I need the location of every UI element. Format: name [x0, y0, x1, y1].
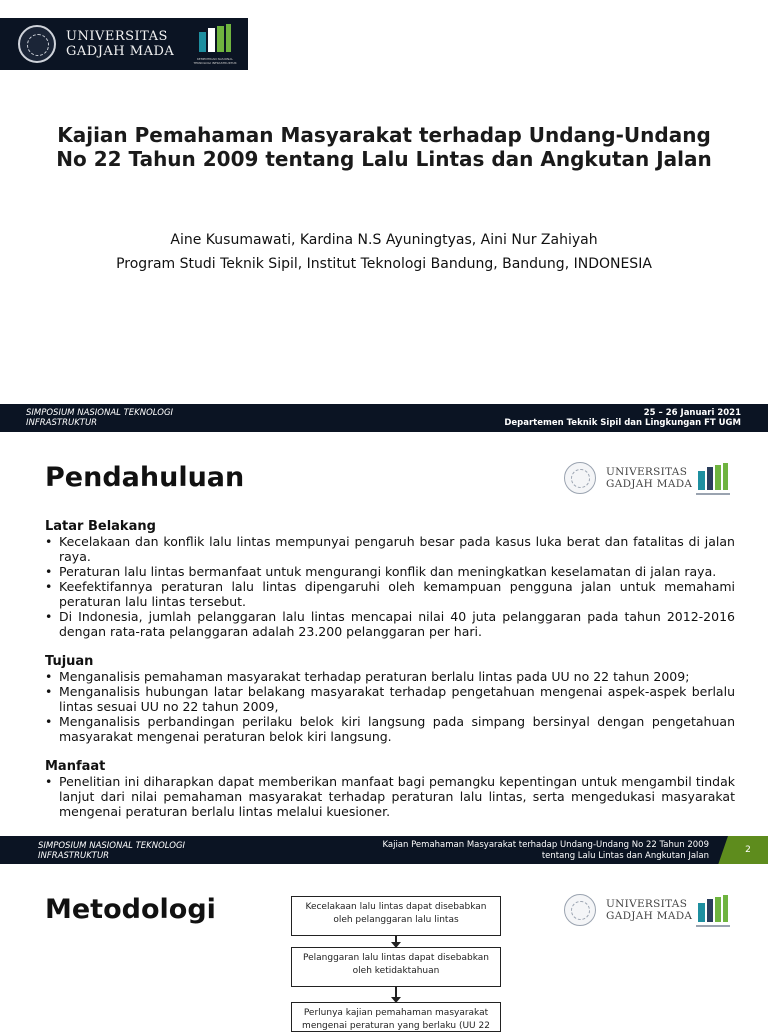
footer-event-name: SIMPOSIUM NASIONAL TEKNOLOGI INFRASTRUKTUR	[26, 408, 174, 428]
bullet-list	[45, 669, 735, 744]
slide-heading: Metodologi	[45, 894, 216, 925]
flow-arrow-icon	[395, 987, 397, 1001]
slide-title	[0, 0, 768, 432]
footer-department: Departemen Teknik Sipil dan Lingkungan FT UGM	[504, 418, 741, 428]
section-heading: Manfaat	[45, 759, 106, 774]
logo-line-1: UNIVERSITAS	[606, 898, 688, 910]
logo-line-2: GADJAH MADA	[606, 910, 693, 922]
ugm-logo-text	[66, 29, 174, 59]
ugm-seal-icon	[18, 25, 56, 63]
list-item: • Keefektifannya peraturan lalu lintas dipengaruhi oleh kemampuan pengguna jalan untuk memahami peraturan lalu lintas tersebut.	[45, 579, 735, 609]
slide-metodologi	[0, 864, 768, 1031]
footer-paper-title: Kajian Pemahaman Masyarakat terhadap Undang-Undang No 22 Tahun 2009 tentang Lalu Lintas dan Angkutan Jalan	[382, 840, 709, 861]
list-item: • Menganalisis pemahaman masyarakat terhadap peraturan berlalu lintas pada UU no 22 tahun 2009;	[45, 669, 735, 684]
footer-event-name: SIMPOSIUM NASIONAL TEKNOLOGI INFRASTRUKTUR	[38, 841, 186, 861]
list-item: • Kecelakaan dan konflik lalu lintas mempunyai pengaruh besar pada kasus luka berat dan fatalitas di jalan raya.	[45, 534, 735, 564]
section-latar-belakang	[45, 519, 735, 639]
ugm-seal-icon	[564, 894, 596, 926]
flow-step-1: Kecelakaan lalu lintas dapat disebabkan oleh pelanggaran lalu lintas	[291, 896, 501, 936]
list-item: • Penelitian ini diharapkan dapat memberikan manfaat bagi pemangku kepentingan untuk mengambil tindak lanjut dari nilai pemahaman masyarakat terhadap peraturan lalu lintas, serta mengedukasi masyarakat mengenai peraturan berlalu lintas melalui kuesioner.	[45, 774, 735, 819]
ugm-logo-text	[606, 898, 692, 922]
list-item: • Menganalisis perbandingan perilaku belok kiri langsung pada simpang bersinyal dengan pengetahuan masyarakat mengenai peraturan belok kiri langsung.	[45, 714, 735, 744]
header-logo	[564, 462, 734, 498]
page-number: 2	[728, 836, 768, 865]
ugm-seal-icon	[564, 462, 596, 494]
logo-line-1: UNIVERSITAS	[606, 466, 688, 478]
authors: Aine Kusumawati, Kardina N.S Ayuningtyas, Aini Nur Zahiyah	[170, 232, 598, 248]
header-logo	[564, 894, 734, 930]
section-heading: Latar Belakang	[45, 519, 156, 534]
flow-step-3: Perlunya kajian pemahaman masyarakat mengenai peraturan yang berlaku (UU 22	[291, 1002, 501, 1032]
flow-arrow-icon	[395, 936, 397, 946]
nti-logo-icon	[196, 24, 232, 54]
presentation-title: Kajian Pemahaman Masyarakat terhadap Undang-Undang No 22 Tahun 2009 tentang Lalu Lintas dan Angkutan Jalan	[56, 123, 712, 171]
logo-banner	[0, 18, 248, 70]
bullet-list	[45, 774, 735, 819]
slide-footer	[0, 404, 768, 432]
slide-footer	[0, 836, 768, 865]
logo-line-2: GADJAH MADA	[66, 44, 175, 59]
section-manfaat	[45, 759, 735, 819]
slide-pendahuluan	[0, 432, 768, 864]
nti-logo-icon	[694, 894, 732, 930]
logo-line-2: GADJAH MADA	[606, 478, 693, 490]
flow-step-2: Pelanggaran lalu lintas dapat disebabkan oleh ketidaktahuan	[291, 947, 501, 987]
logo-line-1: UNIVERSITAS	[66, 29, 168, 44]
nti-caption: KEMENTRIAN NASIONAL TEKNOLOGI INFRASTRUKTUR	[193, 57, 237, 65]
nti-logo-icon	[694, 462, 732, 498]
list-item: • Peraturan lalu lintas bermanfaat untuk mengurangi konflik dan meningkatkan keselamatan di jalan raya.	[45, 564, 735, 579]
list-item: • Di Indonesia, jumlah pelanggaran lalu lintas mencapai nilai 40 juta pelanggaran pada tahun 2012-2016 dengan rata-rata pelanggaran adalah 23.200 pelanggaran per hari.	[45, 609, 735, 639]
slide-heading: Pendahuluan	[45, 462, 245, 493]
section-tujuan	[45, 654, 735, 744]
bullet-list	[45, 534, 735, 639]
ugm-logo-text	[606, 466, 692, 490]
slide-content	[45, 519, 735, 819]
footer-date: 25 – 26 Januari 2021	[643, 408, 741, 418]
section-heading: Tujuan	[45, 654, 94, 669]
footer-date-dept	[481, 408, 741, 432]
list-item: • Menganalisis hubungan latar belakang masyarakat terhadap pengetahuan mengenai aspek-aspek berlalu lintas sesuai UU no 22 tahun 2009,	[45, 684, 735, 714]
affiliation: Program Studi Teknik Sipil, Institut Teknologi Bandung, Bandung, INDONESIA	[116, 256, 652, 272]
